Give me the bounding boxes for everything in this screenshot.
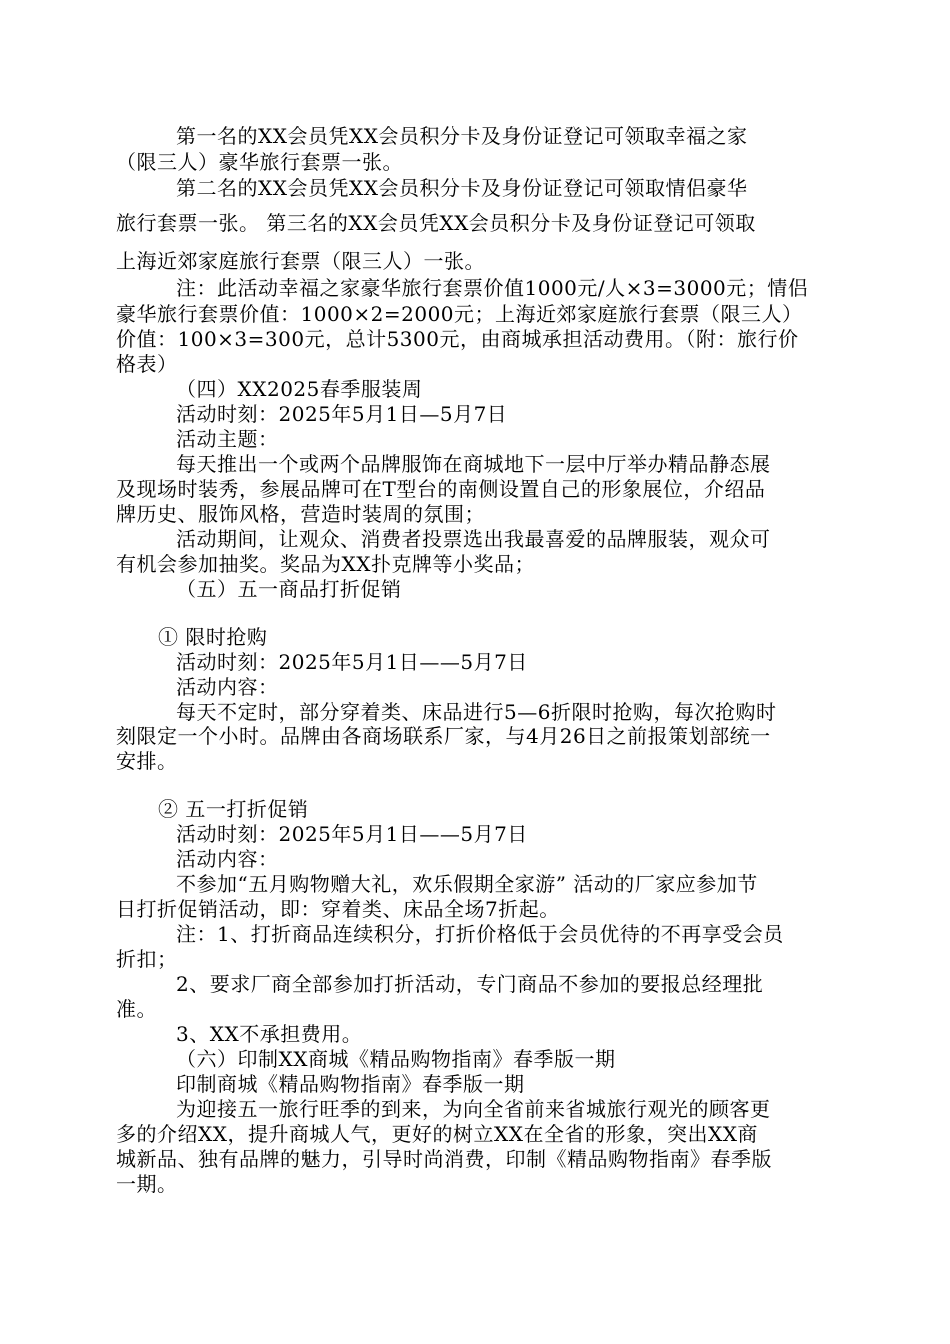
paragraph-line: 活动时刻：2025年5月1日—5月7日 [176,402,508,426]
subsection-heading: ① 限时抢购 [158,625,268,649]
paragraph-line: 第一名的XX会员凭XX会员积分卡及身份证登记可领取幸福之家 [176,124,748,148]
paragraph-line: 2、要求厂商全部参加打折活动，专门商品不参加的要报总经理批 [176,972,764,996]
paragraph-line: 价值：100×3=300元，总计5300元，由商城承担活动费用。（附：旅行价 [116,327,799,351]
paragraph-line: 每天推出一个或两个品牌服饰在商城地下一层中厅举办精品静态展 [176,452,771,476]
paragraph-line: 不参加“五月购物赠大礼，欢乐假期全家游” 活动的厂家应参加节 [176,872,758,896]
paragraph-line: 旅行套票一张。 第三名的XX会员凭XX会员积分卡及身份证登记可领取 [116,211,756,235]
section-heading: （四）XX2025春季服装周 [176,377,423,401]
paragraph-line: 有机会参加抽奖。奖品为XX扑克牌等小奖品； [116,552,535,576]
paragraph-line: 日打折促销活动，即：穿着类、床品全场7折起。 [116,897,560,921]
paragraph-line: 第二名的XX会员凭XX会员积分卡及身份证登记可领取情侣豪华 [176,176,748,200]
paragraph-line: 活动内容： [176,675,279,699]
paragraph-line: 及现场时装秀，参展品牌可在T型台的南侧设置自己的形象展位，介绍品 [116,477,766,501]
paragraph-line: 活动时刻：2025年5月1日——5月7日 [176,822,528,846]
paragraph-line: 注：此活动幸福之家豪华旅行套票价值1000元/人×3=3000元；情侣 [176,276,809,300]
paragraph-line: 活动时刻：2025年5月1日——5月7日 [176,650,528,674]
paragraph-line: 活动期间，让观众、消费者投票选出我最喜爱的品牌服装，观众可 [176,527,771,551]
paragraph-line: 一期。 [116,1172,178,1196]
paragraph-line: 格表） [116,352,178,376]
section-heading: （六）印制XX商城《精品购物指南》春季版一期 [176,1047,616,1071]
paragraph-line: 上海近郊家庭旅行套票（限三人）一张。 [116,249,485,273]
paragraph-line: 活动主题： [176,427,279,451]
paragraph-line: 准。 [116,997,157,1021]
paragraph-line: 印制商城《精品购物指南》春季版一期 [176,1072,525,1096]
paragraph-line: 牌历史、服饰风格，营造时装周的氛围； [116,502,485,526]
paragraph-line: 多的介绍XX，提升商城人气，更好的树立XX在全省的形象，突出XX商 [116,1122,758,1146]
paragraph-line: 注：1、打折商品连续积分，打折价格低于会员优待的不再享受会员 [176,922,784,946]
paragraph-line: 3、XX不承担费用。 [176,1022,363,1046]
paragraph-line: 城新品、独有品牌的魅力，引导时尚消费，印制《精品购物指南》春季版 [116,1147,772,1171]
paragraph-line: 刻限定一个小时。品牌由各商场联系厂家，与4月26日之前报策划部统一 [116,724,771,748]
paragraph-line: 豪华旅行套票价值：1000×2=2000元；上海近郊家庭旅行套票（限三人） [116,302,803,326]
paragraph-line: 活动内容： [176,847,279,871]
paragraph-line: 折扣； [116,947,178,971]
paragraph-line: 为迎接五一旅行旺季的到来，为向全省前来省城旅行观光的顾客更 [176,1097,771,1121]
subsection-heading: ② 五一打折促销 [158,797,309,821]
section-heading: （五）五一商品打折促销 [176,577,402,601]
paragraph-line: 安排。 [116,749,178,773]
paragraph-line: （限三人）豪华旅行套票一张。 [116,150,403,174]
paragraph-line: 每天不定时，部分穿着类、床品进行5—6折限时抢购，每次抢购时 [176,700,777,724]
